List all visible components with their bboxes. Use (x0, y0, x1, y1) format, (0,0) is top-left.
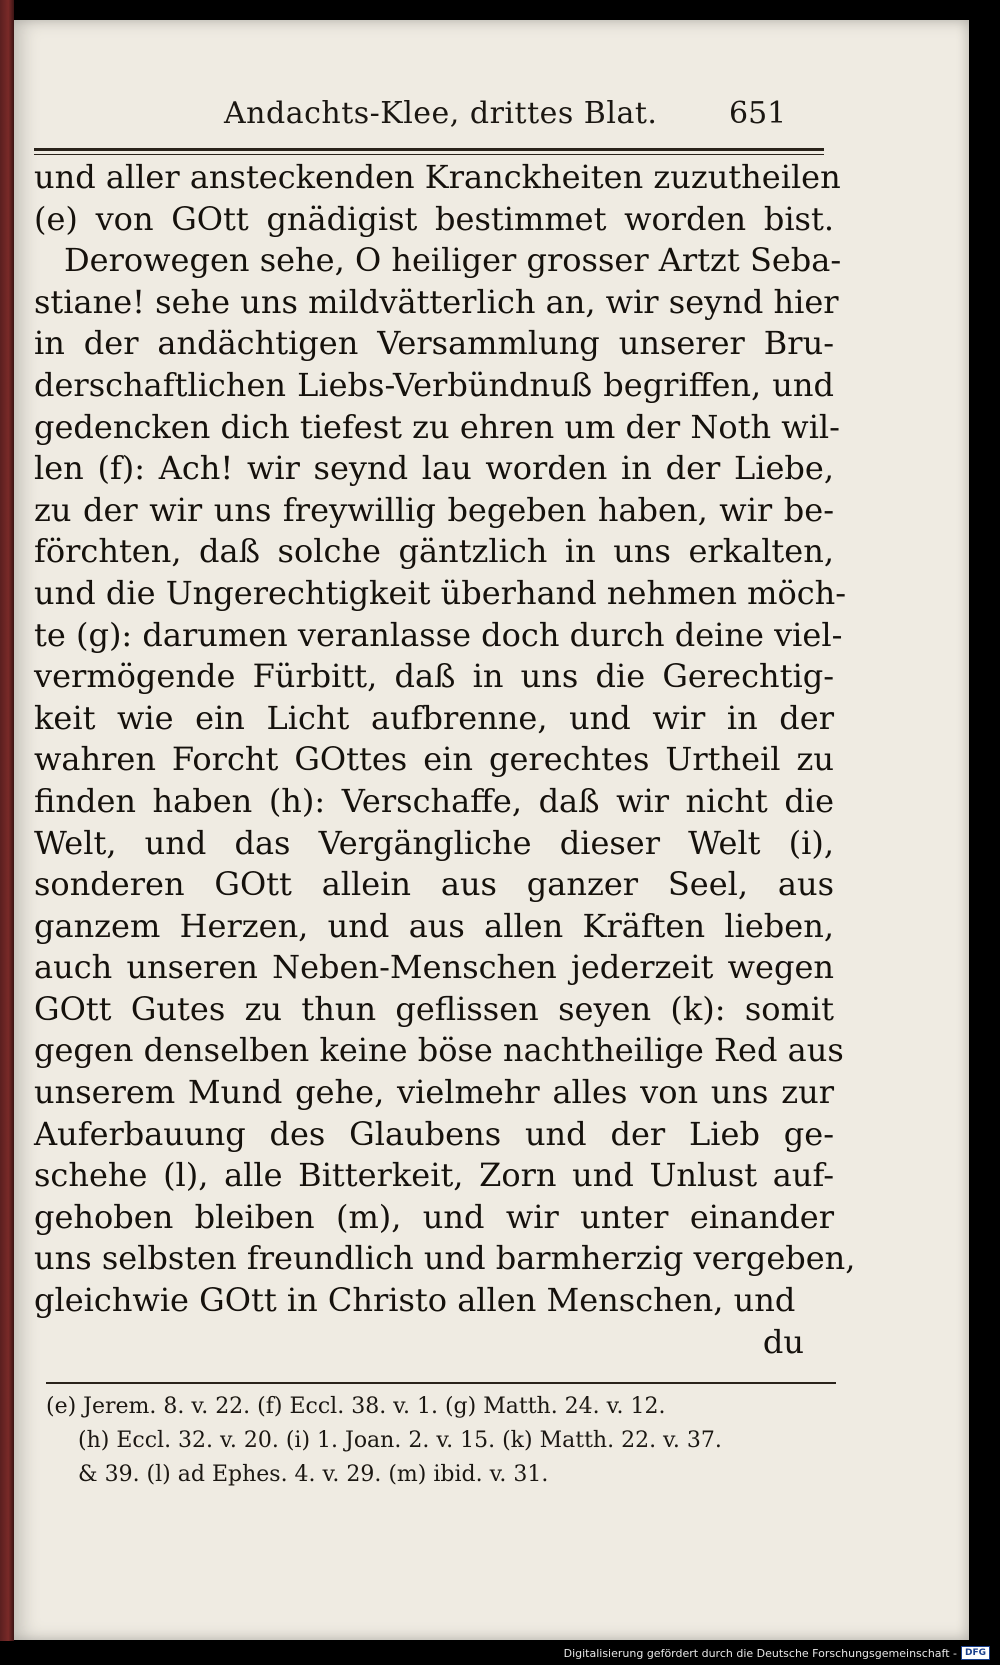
credit-text: Digitalisierung gefördert durch die Deutsche Forschungsgemeinschaft - (563, 1646, 957, 1660)
text-line: derschaftlichen Liebs-Verbündnuß begriffen, und (34, 365, 834, 404)
text-line: te (g): darumen veranlasse doch durch deine viel- (34, 615, 843, 654)
text-line: stiane! sehe uns mildvätterlich an, wir seynd hier (34, 282, 839, 321)
footnote-line: (h) Eccl. 32. v. 20. (i) 1. Joan. 2. v. 15. (k) Matth. 22. v. 37. (78, 1428, 722, 1453)
text-line: zu der wir uns freywillig begeben haben, wir be- (34, 490, 834, 529)
text-line: uns selbsten freundlich und barmherzig vergeben, (34, 1239, 856, 1278)
page-header (204, 92, 824, 136)
text-line: unserem Mund gehe, vielmehr alles von uns zur (34, 1073, 834, 1112)
text-line: förchten, daß solche gäntzlich in uns erkalten, (34, 532, 834, 571)
text-line: Derowegen sehe, O heiliger grosser Artzt Seba- (64, 241, 842, 280)
running-title: Andachts-Klee, drittes Blat. (224, 96, 658, 131)
footnote-line: (e) Jerem. 8. v. 22. (f) Eccl. 38. v. 1. (g) Matth. 24. v. 12. (46, 1394, 666, 1419)
header-rule (34, 148, 824, 151)
text-line: schehe (l), alle Bitterkeit, Zorn und Unlust auf- (34, 1156, 834, 1195)
text-line: vermögende Fürbitt, daß in uns die Gerechtig- (34, 657, 834, 696)
text-line: gedencken dich tiefest zu ehren um der Noth wil- (34, 407, 840, 446)
digitization-credit (564, 1643, 990, 1663)
text-line: gegen denselben keine böse nachtheilige Red aus (34, 1031, 844, 1070)
text-line: gehoben bleiben (m), und wir unter einander (34, 1197, 834, 1236)
text-line: wahren Forcht GOttes ein gerechtes Urtheil zu (34, 740, 834, 779)
footnote-line: & 39. (l) ad Ephes. 4. v. 29. (m) ibid. v. 31. (78, 1462, 549, 1487)
text-line: auch unseren Neben-Menschen jederzeit wegen (34, 948, 834, 987)
text-line: keit wie ein Licht aufbrenne, und wir in der (34, 698, 834, 737)
text-line: GOtt Gutes zu thun geflissen seyen (k): somit (34, 989, 834, 1028)
text-line: und aller ansteckenden Kranckheiten zuzutheilen (34, 158, 841, 196)
footnotes (46, 1390, 846, 1492)
dfg-logo: DFG (961, 1646, 990, 1660)
text-line: gleichwie GOtt in Christo allen Menschen, und (34, 1281, 796, 1320)
page-number: 651 (729, 96, 787, 131)
catchword: du (762, 1322, 804, 1361)
text-line: Welt, und das Vergängliche dieser Welt (i), (34, 823, 834, 862)
header-rule-thin (34, 154, 824, 155)
text-line: und die Ungerechtigkeit überhand nehmen möch- (34, 573, 847, 612)
text-line: finden haben (h): Verschaffe, daß wir nicht die (34, 781, 834, 820)
text-line: ganzem Herzen, und aus allen Kräften lieben, (34, 906, 834, 945)
text-line: Auferbauung des Glaubens und der Lieb ge- (34, 1114, 834, 1153)
text-line: in der andächtigen Versammlung unserer Bru- (34, 324, 834, 363)
footnote-rule (46, 1382, 836, 1384)
text-line: len (f): Ach! wir seynd lau worden in der Liebe, (34, 449, 834, 488)
text-line: sonderen GOtt allein aus ganzer Seel, aus (34, 865, 834, 904)
text-line: (e) von GOtt gnädigist bestimmet worden bist. (34, 199, 834, 238)
book-page (14, 20, 969, 1640)
book-edge (0, 0, 14, 1641)
body-text (34, 157, 856, 1363)
